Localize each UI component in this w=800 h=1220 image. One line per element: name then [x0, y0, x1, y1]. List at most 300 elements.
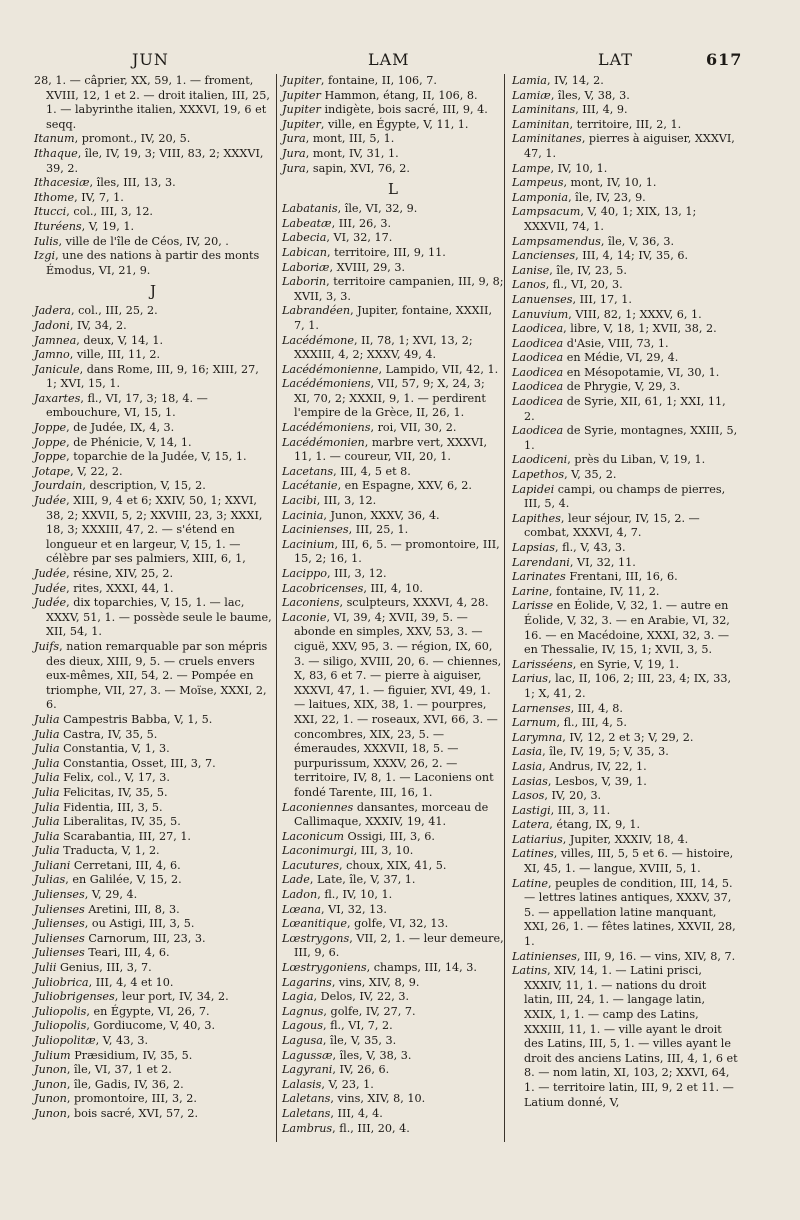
entry-term: Larine: [512, 584, 549, 598]
entry-references: Traducta, V, 1, 2.: [59, 844, 160, 858]
entry-term: Ithacesiæ: [34, 176, 90, 190]
index-entry: [34, 147, 272, 176]
entry-term: Julia: [34, 712, 60, 726]
index-entry: [512, 775, 738, 790]
entry-references: Genius, III, 3, 7.: [56, 961, 152, 975]
entry-term: Latinienses: [512, 949, 577, 963]
entry-references: , V, 23, 1.: [321, 1077, 374, 1091]
entry-term: Laodicea: [512, 351, 564, 365]
entry-term: Latera: [512, 818, 550, 832]
entry-term: Itucci: [34, 205, 67, 219]
entry-term: Jura: [282, 146, 306, 160]
index-entry: [34, 815, 272, 830]
entry-references: Campestris Babba, V, 1, 5.: [59, 712, 213, 726]
entry-references: , en Galilée, V, 15, 2.: [65, 873, 182, 887]
running-head-left: JUN: [132, 50, 169, 69]
index-entry: [282, 304, 504, 333]
entry-term: Lamiæ: [512, 88, 551, 102]
index-entry: [512, 483, 738, 512]
entry-references: , en Espagne, XXV, 6, 2.: [337, 479, 472, 493]
index-entry: [34, 220, 272, 235]
entry-term: Lanuenses: [512, 292, 573, 306]
index-entry: [282, 275, 504, 304]
index-entry: [34, 990, 272, 1005]
entry-references: 28, 1. — câprier, XX, 59, 1. — froment, XVIII, 12, 1 et 2. — droit italien, III, 25, 1. — labyrinthe italien, XXXVI, 19, 6 et seqq.: [34, 74, 270, 131]
entry-references: , fontaine, II, 106, 7.: [320, 74, 437, 87]
entry-references: d'Asie, VIII, 73, 1.: [563, 336, 669, 350]
entry-references: Frentani, III, 16, 6.: [565, 570, 678, 584]
entry-references: , ville, III, 11, 2.: [69, 348, 161, 362]
entry-term: Lacutures: [282, 858, 339, 872]
entry-references: , IV, 7, 1.: [74, 190, 124, 204]
entry-references: , fl., VI, 17, 3; 18, 4. — embouchure, VI, 15, 1.: [46, 391, 208, 420]
entry-term: Julia: [34, 815, 60, 829]
entry-term: Jupiter: [282, 117, 321, 131]
entry-term: Laletans: [282, 1106, 331, 1120]
entry-term: Junon: [34, 1092, 67, 1106]
entry-references: , île, VI, 37, 1 et 2.: [66, 1063, 172, 1077]
index-entry: [512, 264, 738, 279]
index-entry: [34, 74, 272, 132]
entry-term: Jura: [282, 132, 306, 146]
entry-references: , ou Astigi, III, 3, 5.: [84, 917, 195, 931]
entry-references: de Phrygie, V, 29, 3.: [563, 380, 681, 394]
entry-term: Labatanis: [282, 202, 338, 216]
entry-term: Julienses: [34, 888, 85, 902]
entry-references: , golfe, VI, 32, 13.: [347, 917, 449, 931]
entry-references: , V, 40, 1; XIX, 13, 1; XXXVII, 74, 1.: [524, 205, 697, 233]
index-entry: [34, 640, 272, 713]
entry-term: Lanise: [512, 263, 550, 277]
index-entry: [34, 205, 272, 220]
entry-term: Julienses: [34, 917, 85, 931]
index-entry: [34, 742, 272, 757]
index-entry: [34, 801, 272, 816]
entry-term: Ituréens: [34, 219, 82, 233]
entry-references: , XIII, 9, 4 et 6; XXIV, 50, 1; XXVI, 38, 2; XXVII, 5, 2; XXVIII, 23, 3; XXXI, 18, 3; XXXIII, 47, 2. — s'étend en longueur et en largeur, V, 15, 1. — célèbre par ses palmiers, XIII, 6, 1,: [46, 494, 263, 566]
entry-term: Larisséens: [512, 657, 573, 671]
entry-references: , III, 6, 5. — promontoire, III, 15, 2; 16, 1.: [294, 537, 500, 566]
entry-references: , deux, V, 14, 1.: [76, 333, 164, 347]
entry-term: Lagarins: [282, 975, 332, 989]
index-entry: [282, 377, 504, 421]
entry-term: Lagia: [282, 990, 314, 1004]
index-entry: [34, 946, 272, 961]
entry-references: , choux, XIX, 41, 5.: [338, 858, 447, 872]
entry-term: Judée: [34, 567, 67, 580]
index-entry: [282, 990, 504, 1005]
index-entry: [512, 760, 738, 775]
entry-references: , îles, III, 13, 3.: [89, 176, 176, 190]
entry-references: , île, V, 36, 3.: [600, 234, 675, 248]
index-entry: [34, 494, 272, 567]
entry-references: , pierres à aiguiser, XXXVI, 47, 1.: [524, 132, 735, 160]
entry-term: Lasia: [512, 745, 543, 759]
entry-references: , description, V, 15, 2.: [82, 479, 206, 493]
entry-references: Constantia, Osset, III, 3, 7.: [59, 756, 216, 770]
entry-references: , III, 17, 1.: [572, 292, 632, 306]
entry-references: , VII, 2, 1. — leur demeure, III, 9, 6.: [294, 931, 504, 960]
entry-references: en Médie, VI, 29, 4.: [563, 351, 679, 365]
index-entry: [282, 567, 504, 582]
entry-term: Lamponia: [512, 190, 569, 204]
entry-references: Cerretani, III, 4, 6.: [70, 858, 181, 872]
entry-references: , toparchie de la Judée, V, 15, 1.: [66, 450, 247, 464]
entry-references: , III, 3, 11.: [550, 803, 611, 817]
index-entry: [512, 235, 738, 250]
index-entry: [512, 847, 738, 876]
entry-references: , bois sacré, XVI, 57, 2.: [66, 1106, 199, 1120]
entry-term: Lagyrani: [282, 1063, 333, 1077]
entry-term: Larymna: [512, 730, 563, 744]
entry-references: , III, 4, 14; IV, 35, 6.: [575, 249, 689, 263]
entry-references: , III, 4, 8.: [570, 701, 623, 715]
entry-term: Lacétanie: [282, 479, 338, 493]
index-entry: [34, 903, 272, 918]
entry-references: , Late, île, V, 37, 1.: [309, 873, 416, 887]
entry-references: , XIV, 14, 1. — Latini prisci, XXXIV, 11, 1. — nations du droit latin, III, 24, 1. — langage latin, XXIX, 1, 1. — camp des Latins, XXXIII, 11, 1. — ville ayant le droit des Latins, III, 5, 1. — villes ayant le droit des anciens Latins, III, 4, 1, 6 et 8. — nom latin, XI, 103, 2; XXVI, 64, 1. — territoire latin, III, 9, 2 et 11. — Latium donné, V,: [524, 964, 738, 1109]
entry-references: , III, 4, 9.: [575, 103, 628, 117]
entry-references: , étang, IX, 9, 1.: [549, 818, 641, 832]
entry-term: Juliani: [34, 858, 71, 872]
index-entry: [512, 702, 738, 717]
entry-references: , IV, 34, 2.: [69, 318, 127, 332]
index-entry: [512, 308, 738, 323]
index-entry: [34, 176, 272, 191]
index-entry: [34, 859, 272, 874]
index-entry: [282, 1063, 504, 1078]
entry-references: , ville, en Égypte, V, 11, 1.: [320, 117, 469, 131]
entry-references: , vins, XIV, 8, 9.: [331, 975, 420, 989]
entry-references: campi, ou champs de pierres, III, 5, 4.: [524, 482, 726, 511]
entry-term: Laodicea: [512, 424, 564, 438]
index-entry: [34, 1019, 272, 1034]
entry-term: Julia: [34, 727, 60, 741]
entry-term: Labecia: [282, 231, 327, 245]
entry-term: Julia: [34, 742, 60, 756]
entry-references: , Junon, XXXV, 36, 4.: [323, 508, 440, 522]
entry-term: Jupiter: [282, 74, 321, 87]
entry-term: Laodicea: [512, 395, 564, 409]
entry-term: Izgi: [34, 249, 56, 263]
index-entry: [512, 118, 738, 133]
entry-term: Laconie: [282, 610, 327, 624]
entry-term: Lœstrygoniens: [282, 961, 367, 975]
index-entry: [282, 1034, 504, 1049]
entry-references: dansantes, morceau de Callimaque, XXXIV, 19, 41.: [294, 800, 489, 829]
entry-term: Lagusa: [282, 1034, 323, 1047]
entry-references: , promont., IV, 20, 5.: [74, 132, 191, 146]
entry-references: Teari, III, 4, 6.: [84, 946, 170, 960]
index-entry: [512, 745, 738, 760]
index-entry: [34, 304, 272, 319]
entry-term: Lampeus: [512, 176, 564, 190]
entry-references: , golfe, IV, 27, 7.: [323, 1004, 416, 1018]
index-column-2: [282, 74, 504, 1136]
entry-term: Latine: [512, 876, 548, 890]
index-entry: [282, 873, 504, 888]
entry-references: , XVIII, 29, 3.: [329, 260, 406, 274]
index-entry: [512, 512, 738, 541]
index-entry: [282, 917, 504, 932]
entry-term: Lancienses: [512, 249, 576, 263]
entry-term: Joppe: [34, 450, 67, 464]
index-entry: [512, 337, 738, 352]
entry-term: Laminitan: [512, 117, 570, 131]
entry-term: Lacédémoniens: [282, 377, 371, 391]
entry-references: , près du Liban, V, 19, 1.: [567, 453, 706, 467]
entry-references: , V, 43, 3.: [95, 1034, 149, 1047]
entry-term: Lanuvium: [512, 307, 569, 321]
entry-references: , VI, 32, 11.: [569, 555, 636, 569]
entry-term: Jupiter: [282, 103, 321, 117]
entry-references: Hammon, étang, II, 106, 8.: [320, 88, 478, 102]
entry-references: , III, 3, 12.: [327, 567, 387, 580]
index-entry: [282, 509, 504, 524]
index-entry: [282, 1005, 504, 1020]
index-entry: [512, 789, 738, 804]
index-entry: [512, 74, 738, 89]
entry-term: Lacetans: [282, 464, 334, 478]
entry-term: Joppe: [34, 435, 67, 449]
entry-term: Lapethos: [512, 468, 565, 482]
index-entry: [512, 877, 738, 950]
entry-term: Julienses: [34, 902, 85, 916]
index-entry: [34, 1092, 272, 1107]
entry-references: en Mésopotamie, VI, 30, 1.: [563, 365, 720, 379]
index-entry: [282, 844, 504, 859]
index-entry: [34, 771, 272, 786]
entry-term: Jamnea: [34, 333, 77, 347]
index-entry: [512, 322, 738, 337]
entry-term: Laminitans: [512, 103, 576, 117]
index-entry: [512, 731, 738, 746]
index-entry: [34, 363, 272, 392]
entry-references: de Syrie, XII, 61, 1; XXI, 11, 2.: [524, 395, 726, 423]
index-entry: [34, 830, 272, 845]
entry-term: Judée: [34, 581, 67, 595]
index-entry: [512, 672, 738, 701]
index-entry: [282, 830, 504, 845]
entry-references: , IV, 20, 3.: [544, 789, 602, 803]
entry-term: Lacinienses: [282, 523, 349, 537]
index-entry: [34, 961, 272, 976]
entry-references: , Lampido, VII, 42, 1.: [378, 362, 499, 376]
entry-references: , îles, V, 38, 3.: [550, 88, 630, 102]
entry-term: Junon: [34, 1063, 67, 1077]
entry-term: Lapithes: [512, 511, 561, 525]
index-entry: [34, 450, 272, 465]
index-entry: [34, 392, 272, 421]
entry-term: Julias: [34, 873, 66, 887]
entry-references: , ville de l'île de Céos, IV, 20, .: [58, 234, 229, 248]
entry-term: Ithome: [34, 190, 75, 204]
index-entry: [512, 818, 738, 833]
entry-term: Lapsias: [512, 541, 555, 554]
index-entry: [512, 658, 738, 673]
entry-term: Jupiter: [282, 88, 321, 102]
entry-term: Latines: [512, 847, 554, 861]
index-entry: [34, 1107, 272, 1122]
entry-term: Larnum: [512, 716, 557, 730]
entry-term: Lambrus: [282, 1121, 333, 1135]
index-column-1: [34, 74, 272, 1122]
index-entry: [34, 713, 272, 728]
entry-term: Lacédémoniens: [282, 421, 371, 435]
entry-term: Junon: [34, 1106, 67, 1120]
index-entry: [512, 380, 738, 395]
entry-term: Janicule: [34, 362, 80, 376]
entry-term: Lastigi: [512, 803, 551, 817]
index-entry: [34, 932, 272, 947]
index-column-3: [512, 74, 738, 1110]
index-entry: [34, 235, 272, 250]
entry-term: Laminitanes: [512, 132, 582, 146]
entry-term: Lagussæ: [282, 1048, 333, 1062]
index-entry: [282, 976, 504, 991]
entry-references: , villes, III, 5, 5 et 6. — histoire, XI, 45, 1. — langue, XVIII, 5, 1.: [524, 847, 734, 876]
entry-references: , III, 4, 4.: [330, 1106, 383, 1120]
index-entry: [282, 202, 504, 217]
index-entry: [512, 205, 738, 234]
index-entry: [512, 804, 738, 819]
entry-term: Lalasis: [282, 1077, 322, 1091]
entry-references: , VII, 57, 9; X, 24, 3; XI, 70, 2; XXXII, 9, 1. — perdirent l'empire de la Grèce, II, 26, 1.: [294, 377, 486, 420]
entry-references: , fl., VI, 7, 2.: [322, 1019, 393, 1033]
entry-references: , de Phénicie, V, 14, 1.: [66, 435, 192, 449]
index-entry: [282, 596, 504, 611]
index-entry: [512, 599, 738, 657]
entry-references: , IV, 12, 2 et 3; V, 29, 2.: [562, 730, 694, 744]
index-entry: [34, 249, 272, 278]
running-head-right: LAT: [598, 50, 633, 69]
index-entry: [282, 1078, 504, 1093]
entry-references: Aretini, III, 8, 3.: [84, 902, 180, 916]
entry-term: Jadoni: [34, 318, 70, 332]
entry-term: Juifs: [34, 639, 60, 653]
entry-references: , rites, XXXI, 44, 1.: [66, 581, 174, 595]
index-entry: [34, 786, 272, 801]
index-entry: [34, 888, 272, 903]
index-entry: [512, 716, 738, 731]
index-entry: [512, 278, 738, 293]
entry-term: Lacinium: [282, 537, 335, 551]
entry-term: Julia: [34, 771, 60, 785]
entry-references: , III, 4, 5 et 8.: [333, 464, 411, 478]
entry-references: , promontoire, III, 3, 2.: [66, 1092, 197, 1106]
entry-term: Labican: [282, 245, 327, 259]
entry-term: Jura: [282, 161, 306, 175]
entry-term: Lœstrygons: [282, 931, 350, 945]
entry-term: Jotape: [34, 464, 71, 478]
index-entry: [34, 1049, 272, 1064]
entry-references: Scarabantia, III, 27, 1.: [59, 829, 191, 843]
entry-references: , sapin, XVI, 76, 2.: [305, 161, 410, 175]
entry-term: Joppe: [34, 421, 67, 435]
entry-term: Julia: [34, 829, 60, 843]
entry-term: Laboriæ: [282, 260, 330, 274]
entry-references: , VI, 32, 17.: [326, 231, 393, 245]
index-entry: [34, 421, 272, 436]
index-entry: [282, 1049, 504, 1064]
entry-term: Lade: [282, 873, 310, 887]
index-entry: [282, 132, 504, 147]
index-entry: [512, 833, 738, 848]
entry-references: , VIII, 82, 1; XXXV, 6, 1.: [568, 307, 702, 321]
entry-references: , col., III, 3, 12.: [66, 205, 153, 219]
entry-term: Labrandéen: [282, 304, 351, 318]
index-entry: [512, 541, 738, 556]
entry-term: Laodicea: [512, 322, 564, 336]
entry-term: Laconiens: [282, 596, 340, 610]
index-entry: [282, 363, 504, 378]
index-entry: [512, 950, 738, 965]
entry-references: , en Syrie, V, 19, 1.: [572, 657, 680, 671]
entry-term: Julienses: [34, 931, 85, 945]
entry-references: , III, 3, 10.: [353, 844, 414, 858]
index-entry: [512, 162, 738, 177]
entry-term: Lacédémonien: [282, 435, 365, 449]
entry-references: , île, VI, 32, 9.: [337, 202, 418, 216]
entry-references: , V, 19, 1.: [81, 219, 135, 233]
entry-references: Constantia, V, 1, 3.: [59, 742, 170, 756]
entry-term: Larisse: [512, 599, 554, 613]
entry-term: Larinates: [512, 570, 566, 584]
entry-references: , fl., III, 20, 4.: [332, 1121, 410, 1135]
entry-references: , de Judée, IX, 4, 3.: [66, 421, 175, 435]
entry-references: , Gordiucome, V, 40, 3.: [86, 1019, 216, 1033]
entry-term: Lampsacum: [512, 205, 581, 219]
entry-term: Jamno: [34, 348, 70, 362]
index-entry: [512, 964, 738, 1110]
entry-references: , îles, V, 38, 3.: [332, 1048, 412, 1062]
index-entry: [512, 395, 738, 424]
index-entry: [282, 231, 504, 246]
entry-term: Lasia: [512, 759, 543, 773]
entry-term: Latins: [512, 964, 548, 978]
index-entry: [34, 319, 272, 334]
entry-term: Ithaque: [34, 146, 78, 160]
entry-references: , champs, III, 14, 3.: [366, 961, 477, 975]
entry-term: Laletans: [282, 1092, 331, 1106]
entry-references: Felicitas, IV, 35, 5.: [59, 785, 168, 799]
entry-references: , territoire, III, 2, 1.: [569, 117, 682, 131]
index-entry: [282, 261, 504, 276]
entry-term: Juliopolitæ: [34, 1034, 96, 1047]
entry-term: Jadera: [34, 304, 71, 318]
entry-term: Larnenses: [512, 701, 571, 715]
entry-term: Julia: [34, 756, 60, 770]
entry-term: Lacinia: [282, 508, 324, 522]
entry-references: de Syrie, montagnes, XXIII, 5, 1.: [524, 424, 738, 452]
entry-term: Lagnus: [282, 1004, 324, 1018]
entry-references: , libre, V, 18, 1; XVII, 38, 2.: [563, 322, 717, 336]
entry-term: Lacédémonienne: [282, 362, 379, 376]
entry-references: , fl., VI, 20, 3.: [545, 278, 623, 292]
entry-references: Felix, col., V, 17, 3.: [59, 771, 170, 785]
entry-term: Laodicea: [512, 380, 564, 394]
page-number: 617: [706, 50, 743, 69]
section-letter: L: [388, 180, 398, 199]
index-entry: [282, 118, 504, 133]
entry-references: , île, IV, 23, 9.: [568, 190, 646, 204]
entry-term: Judée: [34, 596, 67, 610]
entry-references: , III, 4, 4 et 10.: [88, 975, 174, 989]
entry-term: Ladon: [282, 888, 318, 902]
entry-term: Julia: [34, 785, 60, 799]
entry-references: , vins, XIV, 8, 10.: [330, 1092, 426, 1106]
index-entry: [34, 1078, 272, 1093]
